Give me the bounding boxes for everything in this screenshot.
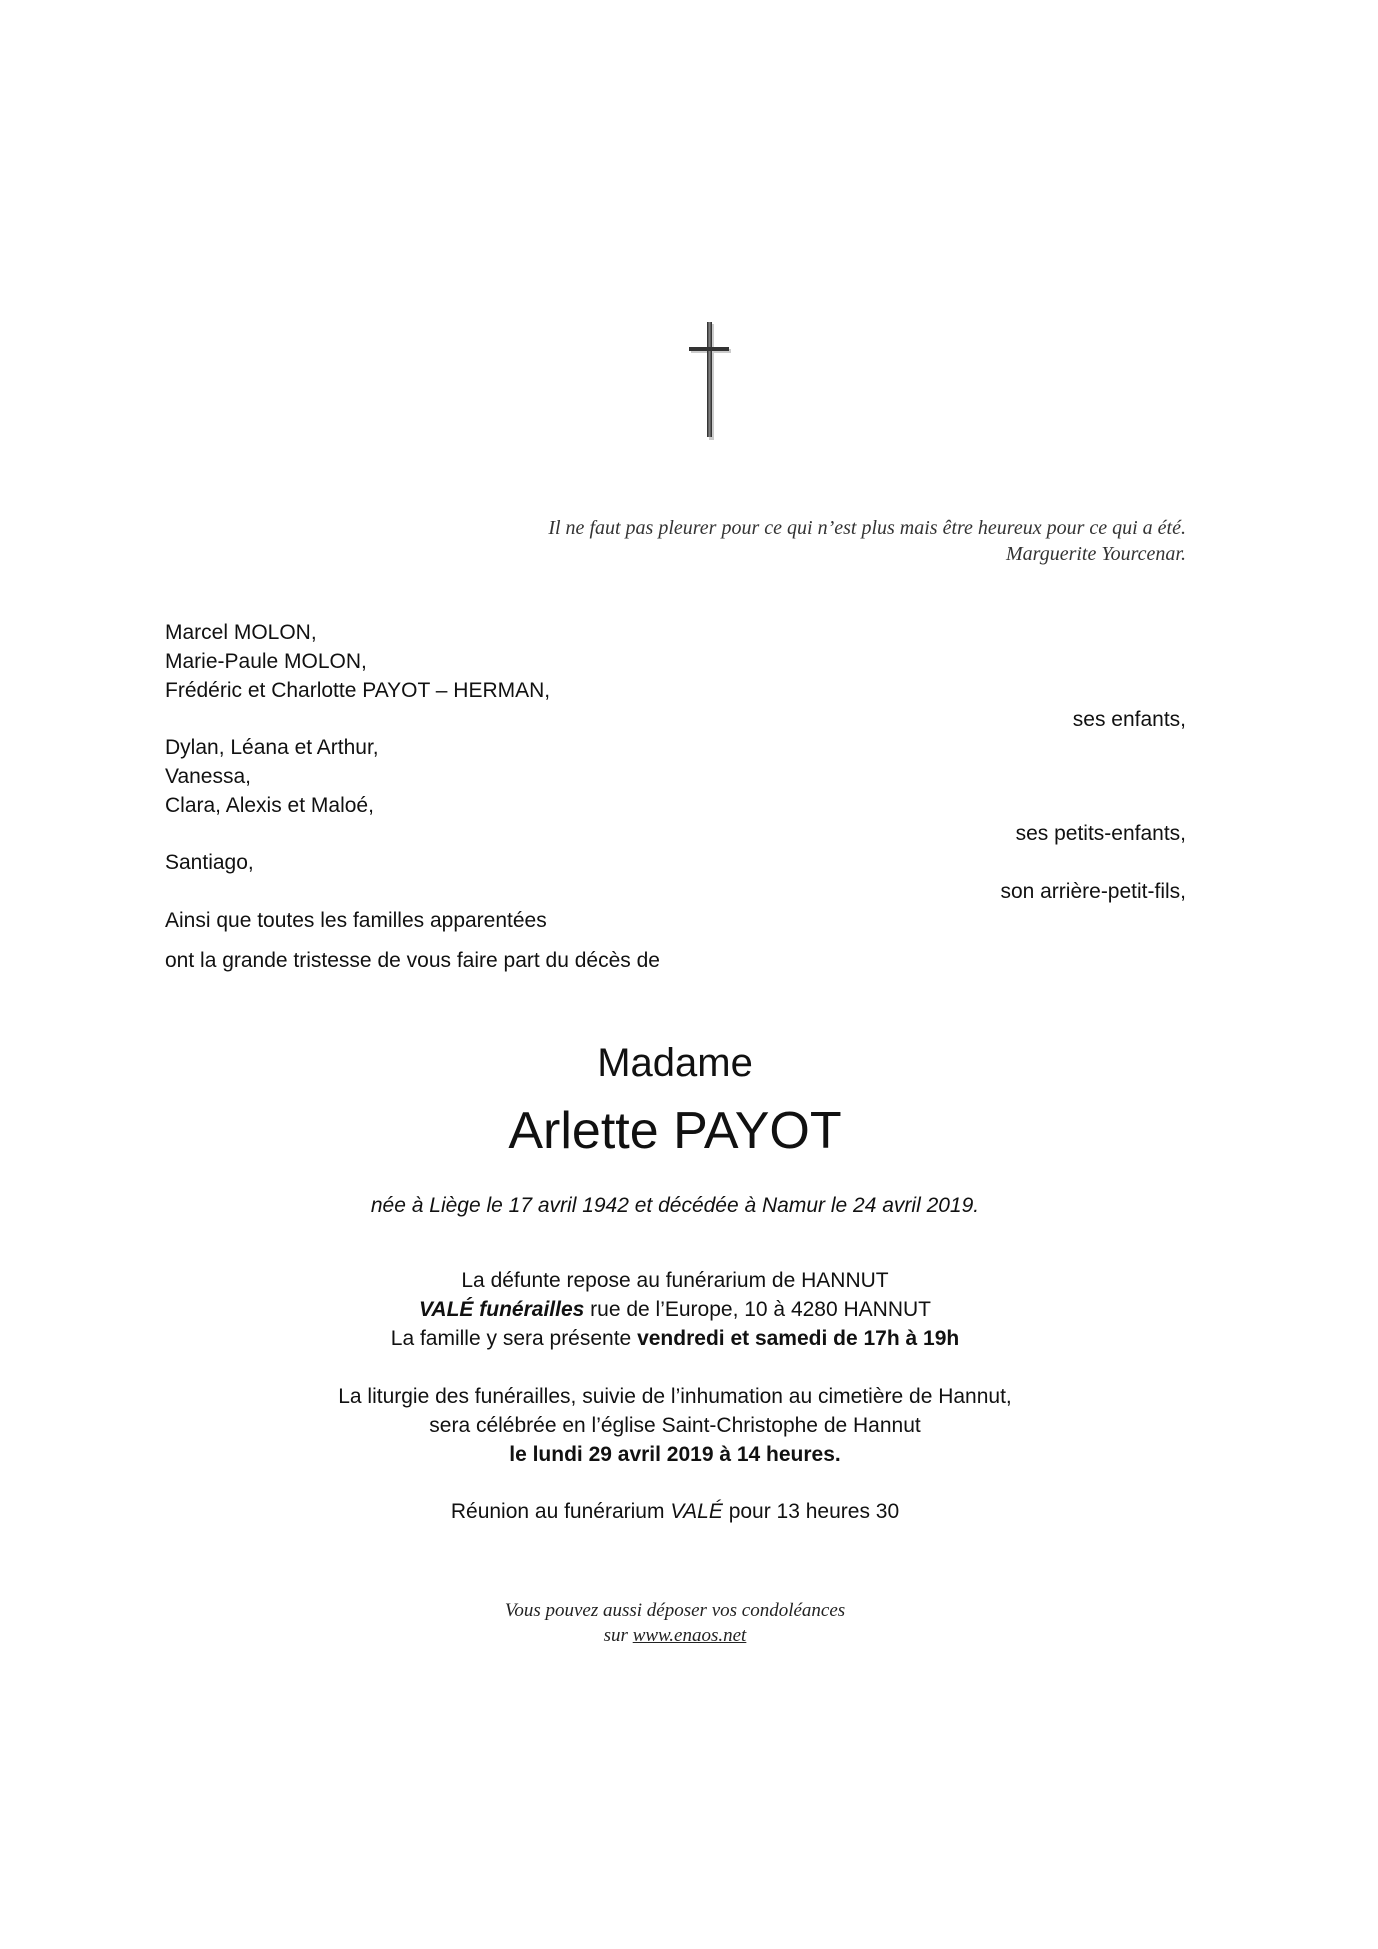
condolences-link[interactable]: www.enaos.net bbox=[632, 1625, 747, 1646]
presence-prefix: La famille y sera présente bbox=[390, 1327, 638, 1350]
meeting-prefix: Réunion au funérarium bbox=[450, 1500, 671, 1523]
cross-icon bbox=[688, 322, 732, 440]
quote-author: Marguerite Yourcenar. bbox=[1006, 543, 1186, 565]
liturgy-line: La liturgie des funérailles, suivie de l’inhumation au cimetière de Hannut, bbox=[338, 1385, 1012, 1408]
child-name: Marie-Paule MOLON, bbox=[165, 650, 367, 673]
condolences-prefix: sur bbox=[603, 1625, 633, 1646]
rest-line: La défunte repose au funérarium de HANNUT bbox=[461, 1269, 889, 1292]
funeral-home-address: rue de l’Europe, 10 à 4280 HANNUT bbox=[584, 1298, 931, 1321]
funeral-home-line bbox=[0, 1296, 1350, 1324]
child-name: Frédéric et Charlotte PAYOT – HERMAN, bbox=[165, 679, 551, 702]
grandchild-name: Vanessa, bbox=[165, 765, 251, 788]
condolences-line: Vous pouvez aussi déposer vos condoléances bbox=[504, 1600, 846, 1621]
meeting-line bbox=[0, 1498, 1350, 1526]
meeting-suffix: pour 13 heures 30 bbox=[722, 1500, 900, 1523]
condolences-link-line bbox=[0, 1623, 1350, 1648]
presence-times: vendredi et samedi de 17h à 19h bbox=[637, 1327, 960, 1350]
grandchild-name: Dylan, Léana et Arthur, bbox=[165, 736, 379, 759]
children-role: ses enfants, bbox=[1072, 708, 1186, 731]
child-name: Marcel MOLON, bbox=[165, 621, 317, 644]
grandchildren-role: ses petits-enfants, bbox=[1015, 822, 1186, 845]
grandchild-name: Clara, Alexis et Maloé, bbox=[165, 794, 374, 817]
meeting-brand: VALÉ bbox=[670, 1500, 723, 1523]
presence-line bbox=[0, 1325, 1350, 1353]
announcement-line: ont la grande tristesse de vous faire part du décès de bbox=[165, 949, 660, 972]
deceased-title: Madame bbox=[597, 1041, 753, 1085]
liturgy-line: sera célébrée en l’église Saint-Christophe de Hannut bbox=[429, 1414, 921, 1437]
deceased-name: Arlette PAYOT bbox=[508, 1102, 842, 1160]
condolences-block bbox=[0, 1598, 1350, 1648]
quote-text: Il ne faut pas pleurer pour ce qui n’est plus mais être heureux pour ce qui a été. bbox=[548, 517, 1186, 539]
deceased-dates: née à Liège le 17 avril 1942 et décédée à Namur le 24 avril 2019. bbox=[370, 1194, 980, 1217]
quote-block bbox=[548, 515, 1186, 567]
funeral-home-brand: VALÉ funérailles bbox=[418, 1298, 585, 1321]
liturgy-date: le lundi 29 avril 2019 à 14 heures. bbox=[509, 1443, 841, 1466]
great-grandchild-role: son arrière-petit-fils, bbox=[1000, 880, 1186, 903]
great-grandchild-name: Santiago, bbox=[165, 851, 254, 874]
families-line: Ainsi que toutes les familles apparentées bbox=[165, 909, 547, 932]
